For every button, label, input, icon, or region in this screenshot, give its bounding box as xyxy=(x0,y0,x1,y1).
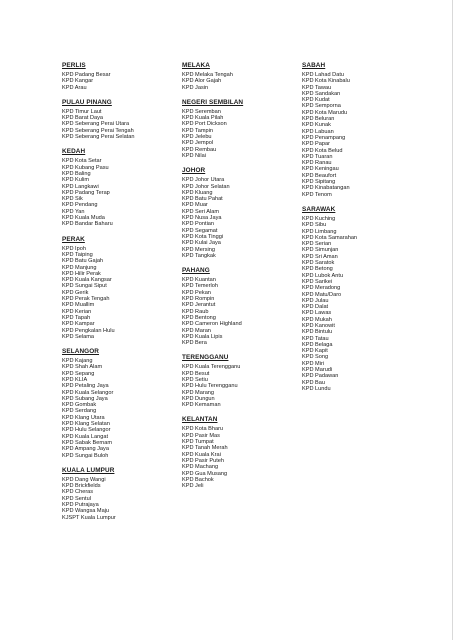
district-list xyxy=(182,426,302,489)
district-item: KPD Bachok xyxy=(182,476,214,483)
district-item: KPD Mersing xyxy=(182,246,215,253)
state-heading: SABAH xyxy=(302,62,326,69)
state-heading: PERLIS xyxy=(62,62,86,69)
district-item: KPD Alor Gajah xyxy=(182,78,222,85)
district-item: KPD Kampar xyxy=(62,321,95,328)
district-item: KPD Miri xyxy=(302,360,325,367)
district-item: KPD Kota Tinggi xyxy=(182,233,224,240)
district-item: KPD Tatau xyxy=(302,335,329,342)
district-item: KPD Hilir Perak xyxy=(62,270,101,277)
district-item: KPD Klang Utara xyxy=(62,414,105,421)
district-item: KPD Kuala Terengganu xyxy=(182,364,241,371)
district-item: KPD Brickfields xyxy=(62,483,101,490)
district-item: KPD Sungai Buloh xyxy=(62,452,109,459)
district-item: KPD Lundu xyxy=(302,385,331,392)
district-list xyxy=(62,158,182,227)
district-item: KPD Limbang xyxy=(302,228,337,235)
district-item: KPD Jeli xyxy=(182,483,204,490)
district-item: KPD Kota Kinabalu xyxy=(302,78,350,85)
district-list xyxy=(62,72,182,91)
district-item: KPD Kluang xyxy=(182,189,213,196)
district-item: KPD Dang Wangi xyxy=(62,476,106,483)
district-item: KPD Putrajaya xyxy=(62,502,99,509)
district-item: KPD Petaling Jaya xyxy=(62,383,109,390)
district-item: KPD Bera xyxy=(182,340,207,347)
district-item: KPD Simunjan xyxy=(302,247,339,254)
district-item: KPD Sik xyxy=(62,196,83,203)
district-item: KPD Pekan xyxy=(182,289,211,296)
district-item: KPD Sentul xyxy=(62,495,91,502)
district-item: KPD Port Dickson xyxy=(182,121,227,128)
district-list xyxy=(182,277,302,346)
district-item: KPD Hulu Selangor xyxy=(62,427,111,434)
state-section xyxy=(182,416,302,489)
district-item: KPD Shah Alam xyxy=(62,364,103,371)
district-item: KPD Padang Terap xyxy=(62,189,110,196)
district-item: KPD Temerloh xyxy=(182,283,218,290)
district-item: KPD Lahad Datu xyxy=(302,72,344,78)
district-item: KPD Bentong xyxy=(182,314,216,321)
district-item: KPD Bau xyxy=(302,379,326,386)
district-item: KPD Sibu xyxy=(302,222,327,229)
district-item: KPD Mukah xyxy=(302,316,332,323)
district-item: KPD Pasir Mas xyxy=(182,432,220,439)
district-item: KPD Kinabatangan xyxy=(302,185,350,192)
district-item: KPD Padawan xyxy=(302,373,339,380)
district-item: KPD Lubok Antu xyxy=(302,272,344,279)
district-item: KPD Kunak xyxy=(302,122,331,129)
district-item: KPD Nilai xyxy=(182,152,206,159)
district-item: KPD Kota Belud xyxy=(302,147,343,154)
district-item: KPD Maran xyxy=(182,327,211,334)
district-item: KPD Besut xyxy=(182,370,210,377)
district-item: KPD Padang Besar xyxy=(62,72,111,78)
district-item: KPD Manjung xyxy=(62,264,97,271)
district-item: KPD Sarikei xyxy=(302,278,333,285)
district-item: KPD Cameron Highland xyxy=(182,321,242,328)
district-item: KPD Kuala Langat xyxy=(62,433,109,440)
district-item: KPD Penampang xyxy=(302,134,346,141)
column-2 xyxy=(182,62,302,529)
district-item: KPD Beluran xyxy=(302,116,335,123)
district-item: KPD Song xyxy=(302,354,329,361)
district-item: KPD Jerantut xyxy=(182,302,216,309)
district-item: KPD Betong xyxy=(302,266,333,273)
district-item: KPD Kangar xyxy=(62,78,94,85)
district-item: KPD Segamat xyxy=(182,227,218,234)
district-item: KPD Ranau xyxy=(302,160,332,167)
state-heading: NEGERI SEMBILAN xyxy=(182,98,244,106)
district-item: KPD Cheras xyxy=(62,489,94,496)
district-item: KPD Rembau xyxy=(182,146,217,153)
district-item: KPD Dalat xyxy=(302,304,329,311)
district-item: KPD Seri Alam xyxy=(182,208,219,215)
district-item: KPD Johor Selatan xyxy=(182,183,230,190)
state-section xyxy=(62,236,182,340)
district-item: KPD Tanah Merah xyxy=(182,445,228,452)
district-item: KPD Belaga xyxy=(302,341,333,348)
district-item: KPD Melaka Tengah xyxy=(182,72,233,78)
district-item: KPD Julau xyxy=(302,297,329,304)
district-columns xyxy=(62,62,422,529)
state-heading: PERAK xyxy=(62,235,85,243)
district-item: KPD Yan xyxy=(62,208,85,215)
state-section xyxy=(182,354,302,408)
district-item: KPD Perak Tengah xyxy=(62,296,110,303)
district-list xyxy=(302,216,422,392)
state-section xyxy=(182,267,302,346)
district-item: KPD Machang xyxy=(182,464,219,471)
district-item: KPD Tampin xyxy=(182,127,213,134)
district-item: KPD Subang Jaya xyxy=(62,395,108,402)
district-item: KPD Johor Utara xyxy=(182,177,225,184)
district-item: KPD Marudi xyxy=(302,367,333,374)
district-item: KPD Barat Daya xyxy=(62,115,104,122)
district-item: KPD Timur Laut xyxy=(62,108,102,115)
district-item: KPD Kulim xyxy=(62,177,90,184)
district-item: KPD Baling xyxy=(62,170,91,177)
district-item: KPD Taiping xyxy=(62,251,93,258)
state-section xyxy=(62,62,182,91)
district-item: KPD Serdang xyxy=(62,408,97,415)
district-item: KPD Kuala Kangsar xyxy=(62,277,112,284)
district-item: KPD Muallim xyxy=(62,302,95,309)
district-item: KPD Seremban xyxy=(182,108,221,115)
district-item: KJSPT Kuala Lumpur xyxy=(62,514,116,521)
district-list xyxy=(182,109,302,159)
state-section xyxy=(62,148,182,227)
district-item: KPD Sipitang xyxy=(302,179,336,186)
district-item: KPD Kota Bharu xyxy=(182,426,224,433)
state-heading: PULAU PINANG xyxy=(62,98,112,106)
district-item: KPD Setiu xyxy=(182,376,208,383)
state-section xyxy=(302,206,422,392)
state-section xyxy=(62,348,182,459)
district-item: KPD Gombak xyxy=(62,402,97,409)
district-item: KPD Dungun xyxy=(182,395,215,402)
district-item: KPD Meradong xyxy=(302,285,341,292)
district-item: KPD Matu/Daro xyxy=(302,291,342,298)
district-item: KPD Kota Marudu xyxy=(302,109,348,116)
district-item: KPD Tawau xyxy=(302,84,332,91)
district-item: KPD Pendang xyxy=(62,202,98,209)
state-heading: PAHANG xyxy=(182,267,210,275)
district-list xyxy=(62,477,182,521)
district-item: KPD Lawas xyxy=(302,310,332,317)
state-heading: KELANTAN xyxy=(182,416,218,424)
district-list xyxy=(62,246,182,340)
district-item: KPD Batu Pahat xyxy=(182,196,223,203)
district-item: KPD Sandakan xyxy=(302,90,341,97)
district-item: KPD Tenom xyxy=(302,191,332,198)
district-list xyxy=(182,364,302,408)
district-list xyxy=(182,177,302,259)
district-item: KPD Jelebu xyxy=(182,134,212,141)
district-item: KPD Seberang Perai Tengah xyxy=(62,127,134,134)
district-item: KPD Hulu Terengganu xyxy=(182,383,238,390)
district-item: KPD Beaufort xyxy=(302,172,337,179)
district-item: KPD Kemaman xyxy=(182,402,221,409)
district-item: KPD Kota Setar xyxy=(62,158,102,165)
district-item: KPD Kulai Jaya xyxy=(182,240,221,247)
district-item: KPD Tangkak xyxy=(182,252,216,259)
district-item: KPD Labuan xyxy=(302,128,334,135)
district-item: KPD Pengkalan Hulu xyxy=(62,327,115,334)
district-item: KPD Kajang xyxy=(62,358,93,365)
state-heading: SARAWAK xyxy=(302,205,336,213)
district-item: KPD Pasir Puteh xyxy=(182,457,224,464)
district-item: KPD Kuala Selangor xyxy=(62,389,114,396)
state-section xyxy=(182,62,302,91)
state-heading: MELAKA xyxy=(182,62,210,69)
state-heading: SELANGOR xyxy=(62,348,100,356)
state-heading: KUALA LUMPUR xyxy=(62,466,115,474)
district-item: KPD Bandar Baharu xyxy=(62,221,113,228)
district-item: KPD Kuala Krai xyxy=(182,451,221,458)
district-item: KPD Gua Musang xyxy=(182,470,228,477)
district-item: KPD Arau xyxy=(62,84,87,91)
district-item: KPD Kerian xyxy=(62,308,92,315)
district-item: KPD Tumpat xyxy=(182,439,214,446)
state-heading: KEDAH xyxy=(62,148,86,156)
district-item: KPD Kuala Pilah xyxy=(182,115,224,122)
district-item: KPD Kanowit xyxy=(302,322,335,329)
district-item: KPD Keningau xyxy=(302,166,339,173)
district-item: KPD Batu Gajah xyxy=(62,258,104,265)
district-item: KPD Semporna xyxy=(302,103,341,110)
state-section xyxy=(62,467,182,521)
district-item: KPD Klang Selatan xyxy=(62,421,110,428)
district-item: KPD Pontian xyxy=(182,221,215,228)
district-item: KPD Raub xyxy=(182,308,209,315)
district-item: KPD Muar xyxy=(182,202,208,209)
state-section xyxy=(182,99,302,159)
district-item: KPD Bintulu xyxy=(302,329,333,336)
district-item: KPD Kota Samarahan xyxy=(302,234,358,241)
district-item: KPD Tuaran xyxy=(302,153,333,160)
district-item: KPD Kuantan xyxy=(182,277,216,284)
state-heading: JOHOR xyxy=(182,167,206,175)
district-item: KPD Kuala Muda xyxy=(62,215,105,222)
district-item: KPD Papar xyxy=(302,141,330,148)
district-item: KPD Langkawi xyxy=(62,183,99,190)
state-heading: TERENGGANU xyxy=(182,354,229,362)
district-item: KPD Sepang xyxy=(62,370,95,377)
district-item: KPD Ipoh xyxy=(62,245,86,252)
district-item: KPD Selama xyxy=(62,333,95,340)
column-3 xyxy=(302,62,422,529)
district-item: KPD Saratok xyxy=(302,260,335,267)
state-section xyxy=(182,167,302,259)
district-item: KPD Kudat xyxy=(302,97,330,104)
district-list xyxy=(62,358,182,459)
district-item: KPD Jasin xyxy=(182,84,209,91)
district-item: KPD Sri Aman xyxy=(302,253,338,260)
district-item: KPD Nusa Jaya xyxy=(182,215,222,222)
district-item: KPD Kubang Pasu xyxy=(62,164,109,171)
district-item: KPD Tapah xyxy=(62,314,91,321)
state-section xyxy=(302,62,422,198)
district-item: KPD Seberang Perai Utara xyxy=(62,121,130,128)
district-item: KPD Sungai Siput xyxy=(62,283,107,290)
district-item: KPD Marang xyxy=(182,389,215,396)
district-item: KPD Kuala Lipis xyxy=(182,333,223,340)
district-list xyxy=(302,72,422,198)
district-list xyxy=(182,72,302,91)
district-item: KPD Rompin xyxy=(182,296,215,303)
district-item: KPD Sabak Bernam xyxy=(62,439,113,446)
district-item: KPD Wangsa Maju xyxy=(62,508,110,515)
district-item: KPD Kapit xyxy=(302,348,328,355)
district-item: KPD Gerik xyxy=(62,289,89,296)
column-1 xyxy=(62,62,182,529)
district-item: KPD KLIA xyxy=(62,376,88,383)
district-item: KPD Serian xyxy=(302,241,332,248)
district-list xyxy=(62,109,182,140)
district-item: KPD Ampang Jaya xyxy=(62,446,109,453)
state-section xyxy=(62,99,182,140)
district-item: KPD Kuching xyxy=(302,215,336,222)
district-item: KPD Seberang Perai Selatan xyxy=(62,134,135,141)
district-item: KPD Jempol xyxy=(182,140,214,147)
